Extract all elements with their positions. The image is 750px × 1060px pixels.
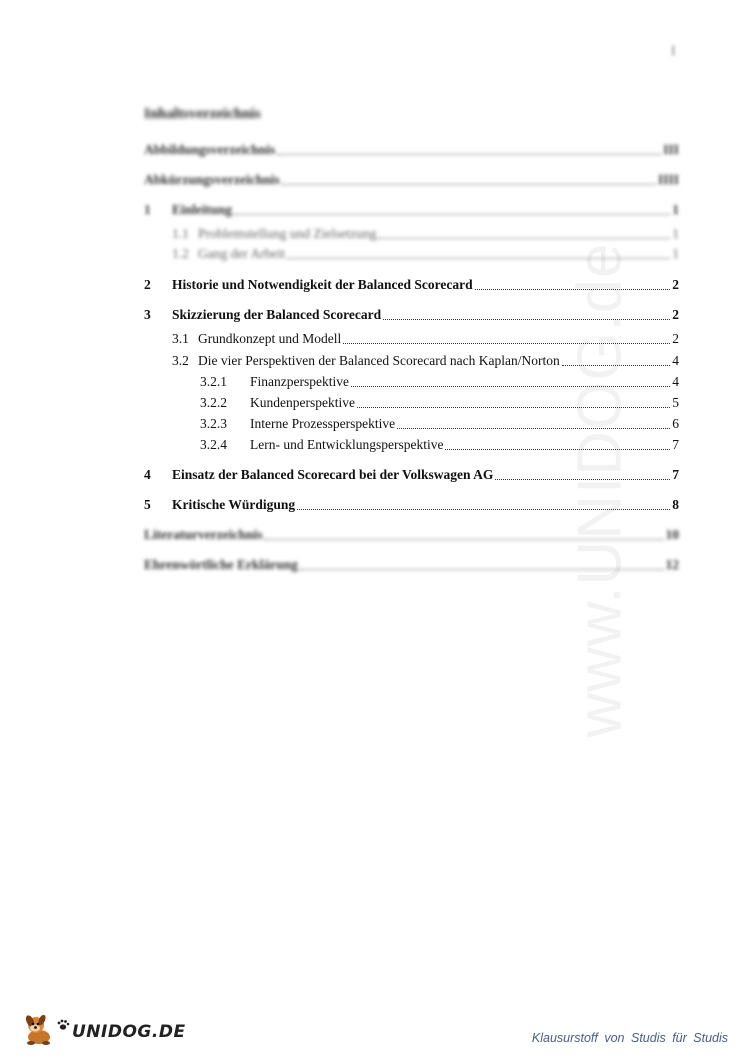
toc-entry-page: 1 <box>672 246 679 261</box>
toc-leader-dots <box>297 509 670 510</box>
toc-entry-literaturverzeichnis[interactable] <box>144 526 679 544</box>
toc-leader-dots <box>282 184 656 185</box>
toc-leader-dots <box>277 154 661 155</box>
toc-entry-page: 12 <box>665 557 679 572</box>
toc-entry-title: Abbildungsverzeichnis <box>144 142 276 157</box>
toc-entry-title: Lern- und Entwicklungsperspektive <box>250 437 444 452</box>
toc-leader-dots <box>234 214 670 215</box>
toc-leader-dots <box>287 258 670 259</box>
toc-entry-number: 3.1 <box>172 331 189 346</box>
toc-entry-title: Skizzierung der Balanced Scorecard <box>172 307 382 322</box>
toc-entry-3-2-3[interactable] <box>200 415 679 433</box>
toc-entry-title: Gang der Arbeit <box>198 246 285 261</box>
toc-entry-5[interactable] <box>144 496 679 514</box>
watermark: www.UNIDOG.de <box>565 242 635 738</box>
brand-name: UNIDOG.DE <box>72 1021 186 1042</box>
toc-entry-number: 5 <box>144 497 151 512</box>
toc-leader-dots <box>397 428 670 429</box>
toc-entry-3[interactable] <box>144 306 679 324</box>
toc-entry-number: 1.2 <box>172 246 189 261</box>
toc-leader-dots <box>475 289 671 290</box>
toc-title: Inhaltsverzeichnis <box>144 106 261 122</box>
toc-entry-page: IIII <box>657 172 679 187</box>
toc-entry-3-1[interactable] <box>172 330 679 348</box>
toc-entry-number: 1.1 <box>172 226 189 241</box>
toc-entry-page: 4 <box>672 353 679 368</box>
toc-entry-number: 3.2 <box>172 353 189 368</box>
toc-entry-title: Ehrenwörtliche Erklärung <box>144 557 298 572</box>
toc-entry-2[interactable] <box>144 276 679 294</box>
toc-leader-dots <box>378 238 670 239</box>
toc-entry-page: 2 <box>672 307 679 322</box>
toc-entry-number: 2 <box>144 277 151 292</box>
toc-entry-page: 1 <box>672 226 679 241</box>
toc-entry-ehrenwoertliche-erklaerung[interactable] <box>144 556 679 574</box>
toc-entry-number: 4 <box>144 467 151 482</box>
toc-entry-title: Einleitung <box>172 202 233 217</box>
dog-icon <box>22 1012 56 1051</box>
toc-leader-dots <box>351 386 670 387</box>
toc-leader-dots <box>343 343 670 344</box>
toc-entry-page: 1 <box>672 202 679 217</box>
toc-entry-1-2[interactable] <box>172 245 679 263</box>
toc-leader-dots <box>495 479 670 480</box>
toc-entry-3-2-2[interactable] <box>200 394 679 412</box>
toc-entry-number: 3.2.1 <box>200 374 227 389</box>
toc-leader-dots <box>445 449 670 450</box>
toc-entry-title: Interne Prozessperspektive <box>250 416 396 431</box>
toc-entry-page: 7 <box>672 467 679 482</box>
toc-leader-dots <box>383 319 670 320</box>
toc-entry-number: 3 <box>144 307 151 322</box>
toc-entry-title: Einsatz der Balanced Scorecard bei der Volkswagen AG <box>172 467 494 482</box>
toc-entry-number: 3.2.2 <box>200 395 227 410</box>
toc-entry-number: 3.2.3 <box>200 416 227 431</box>
toc-leader-dots <box>562 365 671 366</box>
toc-entry-title: Historie und Notwendigkeit der Balanced Scorecard <box>172 277 473 292</box>
toc-entry-title: Kritische Würdigung <box>172 497 296 512</box>
toc-entry-title: Die vier Perspektiven der Balanced Scorecard nach Kaplan/Norton <box>198 353 560 368</box>
toc-entry-page: 7 <box>672 437 679 452</box>
toc-entry-title: Literaturverzeichnis <box>144 527 263 542</box>
paw-icon <box>56 1018 70 1045</box>
toc-entry-title: Grundkonzept und Modell <box>198 331 342 346</box>
toc-entry-page: 2 <box>672 277 679 292</box>
toc-entry-abkuerzungsverzeichnis[interactable] <box>144 171 679 189</box>
toc-entry-title: Problemstellung und Zielsetzung <box>198 226 377 241</box>
footer-slogan: Klausurstoff von Studis für Studis <box>531 1031 728 1045</box>
toc-entry-3-2-4[interactable] <box>200 436 679 454</box>
toc-entry-3-2[interactable] <box>172 352 679 370</box>
page-number: I <box>671 44 676 59</box>
toc-entry-4[interactable] <box>144 466 679 484</box>
toc-entry-page: 10 <box>665 527 679 542</box>
toc-entry-page: 4 <box>672 374 679 389</box>
toc-entry-page: 8 <box>672 497 679 512</box>
toc-leader-dots <box>357 407 670 408</box>
toc-entry-page: III <box>663 142 679 157</box>
toc-entry-number: 3.2.4 <box>200 437 227 452</box>
toc-entry-number: 1 <box>144 202 151 217</box>
toc-entry-title: Finanzperspektive <box>250 374 349 389</box>
toc-entry-title: Abkürzungsverzeichnis <box>144 172 280 187</box>
toc-leader-dots <box>264 539 663 540</box>
toc-entry-1[interactable] <box>144 201 679 219</box>
toc-entry-title: Kundenperspektive <box>250 395 355 410</box>
toc-leader-dots <box>300 569 664 570</box>
unidog-logo[interactable] <box>22 1012 186 1051</box>
toc-entry-page: 6 <box>672 416 679 431</box>
toc-entry-1-1[interactable] <box>172 225 679 243</box>
toc-entry-page: 2 <box>672 331 679 346</box>
toc-entry-page: 5 <box>672 395 679 410</box>
toc-entry-abbildungsverzeichnis[interactable] <box>144 141 679 159</box>
toc-entry-3-2-1[interactable] <box>200 373 679 391</box>
